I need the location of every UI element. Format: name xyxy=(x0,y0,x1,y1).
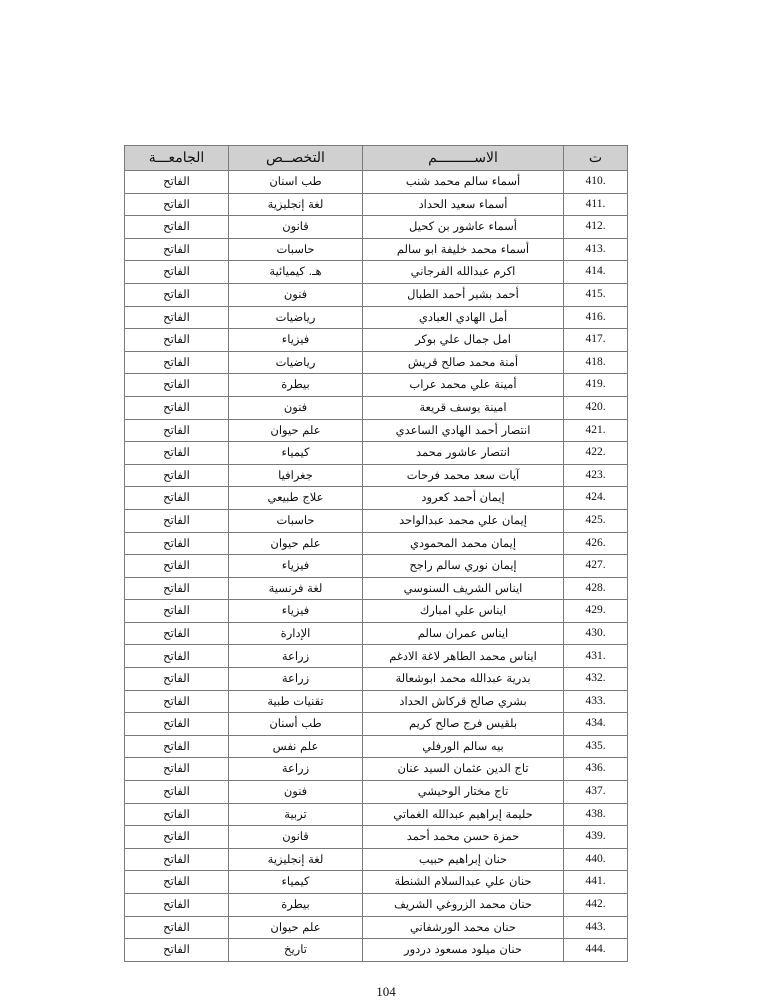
table-row xyxy=(125,306,628,329)
cell-specialty: فنون xyxy=(229,283,363,306)
cell-university: الفاتح xyxy=(125,939,229,962)
cell-num: 410. xyxy=(564,171,628,194)
table-row xyxy=(125,329,628,352)
cell-num: 430. xyxy=(564,622,628,645)
cell-name: ايناس عمران سالم xyxy=(363,622,564,645)
cell-specialty: زراعة xyxy=(229,758,363,781)
cell-specialty: هـ. كيميائية xyxy=(229,261,363,284)
cell-num: 442. xyxy=(564,894,628,917)
table-row xyxy=(125,171,628,194)
header-name: الاســـــــــم xyxy=(363,146,564,171)
table-row xyxy=(125,487,628,510)
cell-specialty: حاسبات xyxy=(229,509,363,532)
cell-num: 441. xyxy=(564,871,628,894)
cell-name: أسماء سعيد الحداد xyxy=(363,193,564,216)
table-header xyxy=(125,146,628,171)
cell-num: 434. xyxy=(564,713,628,736)
cell-name: إيمان علي محمد عبدالواحد xyxy=(363,509,564,532)
table-row xyxy=(125,668,628,691)
cell-specialty: علم حيوان xyxy=(229,916,363,939)
cell-university: الفاتح xyxy=(125,464,229,487)
cell-name: ايناس محمد الطاهر لاغة الادغم xyxy=(363,645,564,668)
cell-name: أسماء عاشور بن كحيل xyxy=(363,216,564,239)
cell-university: الفاتح xyxy=(125,871,229,894)
table-row xyxy=(125,238,628,261)
table-row xyxy=(125,283,628,306)
cell-specialty: فيزياء xyxy=(229,555,363,578)
cell-university: الفاتح xyxy=(125,758,229,781)
cell-num: 439. xyxy=(564,826,628,849)
cell-university: الفاتح xyxy=(125,283,229,306)
cell-num: 422. xyxy=(564,442,628,465)
cell-specialty: تاريخ xyxy=(229,939,363,962)
cell-university: الفاتح xyxy=(125,894,229,917)
cell-specialty: كيمياء xyxy=(229,442,363,465)
cell-num: 425. xyxy=(564,509,628,532)
cell-num: 444. xyxy=(564,939,628,962)
cell-specialty: قانون xyxy=(229,826,363,849)
cell-specialty: زراعة xyxy=(229,668,363,691)
table-row xyxy=(125,645,628,668)
cell-name: أسماء سالم محمد شنب xyxy=(363,171,564,194)
table-row xyxy=(125,781,628,804)
cell-specialty: فيزياء xyxy=(229,329,363,352)
cell-specialty: بيطرة xyxy=(229,894,363,917)
table-row xyxy=(125,600,628,623)
cell-university: الفاتح xyxy=(125,781,229,804)
header-row xyxy=(125,146,628,171)
cell-university: الفاتح xyxy=(125,577,229,600)
cell-university: الفاتح xyxy=(125,532,229,555)
cell-name: تاج الدين عثمان السيد عنان xyxy=(363,758,564,781)
cell-specialty: علم حيوان xyxy=(229,419,363,442)
table-row xyxy=(125,532,628,555)
cell-num: 435. xyxy=(564,735,628,758)
cell-university: الفاتح xyxy=(125,419,229,442)
cell-specialty: الإدارة xyxy=(229,622,363,645)
cell-name: إيمان نوري سالم راجح xyxy=(363,555,564,578)
table-row xyxy=(125,442,628,465)
cell-university: الفاتح xyxy=(125,396,229,419)
cell-specialty: جغرافيا xyxy=(229,464,363,487)
cell-specialty: رياضيات xyxy=(229,306,363,329)
cell-num: 418. xyxy=(564,351,628,374)
table-row xyxy=(125,509,628,532)
cell-num: 417. xyxy=(564,329,628,352)
table-row xyxy=(125,690,628,713)
cell-num: 429. xyxy=(564,600,628,623)
cell-num: 426. xyxy=(564,532,628,555)
cell-specialty: علاج طبيعي xyxy=(229,487,363,510)
cell-specialty: قانون xyxy=(229,216,363,239)
cell-num: 436. xyxy=(564,758,628,781)
cell-university: الفاتح xyxy=(125,374,229,397)
cell-name: أمل الهادي العبادي xyxy=(363,306,564,329)
cell-specialty: لغة فرنسية xyxy=(229,577,363,600)
table-row xyxy=(125,871,628,894)
cell-specialty: فنون xyxy=(229,781,363,804)
cell-name: إيمان أحمد كعرود xyxy=(363,487,564,510)
cell-num: 437. xyxy=(564,781,628,804)
cell-name: بلقيس فرج صالح كريم xyxy=(363,713,564,736)
table-row xyxy=(125,939,628,962)
cell-num: 416. xyxy=(564,306,628,329)
cell-university: الفاتح xyxy=(125,306,229,329)
cell-name: حنان ميلود مسعود دردور xyxy=(363,939,564,962)
cell-university: الفاتح xyxy=(125,735,229,758)
cell-university: الفاتح xyxy=(125,442,229,465)
cell-num: 433. xyxy=(564,690,628,713)
cell-specialty: لغة إنجليزية xyxy=(229,848,363,871)
cell-university: الفاتح xyxy=(125,238,229,261)
cell-name: إيمان محمد المحمودي xyxy=(363,532,564,555)
cell-name: أمينة علي محمد عراب xyxy=(363,374,564,397)
cell-num: 424. xyxy=(564,487,628,510)
table-row xyxy=(125,758,628,781)
cell-university: الفاتح xyxy=(125,803,229,826)
cell-name: ايناس الشريف السنوسي xyxy=(363,577,564,600)
cell-name: انتصار أحمد الهادي الساعدي xyxy=(363,419,564,442)
cell-name: حنان محمد الورشفاني xyxy=(363,916,564,939)
table-row xyxy=(125,216,628,239)
cell-specialty: تربية xyxy=(229,803,363,826)
cell-name: أمنة محمد صالح قريش xyxy=(363,351,564,374)
cell-name: حليمة إبراهيم عبدالله الغماتي xyxy=(363,803,564,826)
table-body xyxy=(125,171,628,962)
cell-university: الفاتح xyxy=(125,555,229,578)
cell-name: أسماء محمد خليفة ابو سالم xyxy=(363,238,564,261)
table-row xyxy=(125,848,628,871)
cell-specialty: لغة إنجليزية xyxy=(229,193,363,216)
cell-num: 427. xyxy=(564,555,628,578)
cell-name: اكرم عبدالله الفرجاني xyxy=(363,261,564,284)
cell-specialty: علم حيوان xyxy=(229,532,363,555)
cell-university: الفاتح xyxy=(125,329,229,352)
records-table xyxy=(124,145,628,962)
cell-num: 420. xyxy=(564,396,628,419)
table-row xyxy=(125,351,628,374)
cell-name: حنان علي عبدالسلام الشنطة xyxy=(363,871,564,894)
cell-name: ايناس علي امبارك xyxy=(363,600,564,623)
cell-university: الفاتح xyxy=(125,216,229,239)
table-row xyxy=(125,555,628,578)
table-row xyxy=(125,916,628,939)
cell-num: 411. xyxy=(564,193,628,216)
table-row xyxy=(125,261,628,284)
table-row xyxy=(125,419,628,442)
cell-num: 443. xyxy=(564,916,628,939)
cell-specialty: زراعة xyxy=(229,645,363,668)
cell-specialty: طب اسنان xyxy=(229,171,363,194)
table-row xyxy=(125,803,628,826)
header-university: الجامعـــة xyxy=(125,146,229,171)
cell-num: 412. xyxy=(564,216,628,239)
table-row xyxy=(125,193,628,216)
header-num: ت xyxy=(564,146,628,171)
cell-university: الفاتح xyxy=(125,171,229,194)
cell-num: 428. xyxy=(564,577,628,600)
cell-specialty: طب أسنان xyxy=(229,713,363,736)
cell-university: الفاتح xyxy=(125,713,229,736)
cell-name: بدرية عبدالله محمد ابوشعالة xyxy=(363,668,564,691)
cell-name: حمزة حسن محمد أحمد xyxy=(363,826,564,849)
cell-num: 440. xyxy=(564,848,628,871)
cell-name: تاج مختار الوحيشي xyxy=(363,781,564,804)
cell-num: 438. xyxy=(564,803,628,826)
header-specialty: التخصــص xyxy=(229,146,363,171)
cell-university: الفاتح xyxy=(125,600,229,623)
cell-name: امينة يوسف قريعة xyxy=(363,396,564,419)
cell-num: 431. xyxy=(564,645,628,668)
cell-university: الفاتح xyxy=(125,690,229,713)
cell-num: 419. xyxy=(564,374,628,397)
cell-num: 414. xyxy=(564,261,628,284)
cell-num: 423. xyxy=(564,464,628,487)
cell-name: حنان محمد الزروغي الشريف xyxy=(363,894,564,917)
cell-university: الفاتح xyxy=(125,509,229,532)
table-row xyxy=(125,713,628,736)
table-row xyxy=(125,894,628,917)
cell-university: الفاتح xyxy=(125,848,229,871)
cell-specialty: علم نفس xyxy=(229,735,363,758)
cell-university: الفاتح xyxy=(125,668,229,691)
table-row xyxy=(125,735,628,758)
table-row xyxy=(125,622,628,645)
cell-name: بيه سالم الورفلي xyxy=(363,735,564,758)
cell-specialty: كيمياء xyxy=(229,871,363,894)
cell-num: 413. xyxy=(564,238,628,261)
cell-name: آيات سعد محمد فرحات xyxy=(363,464,564,487)
cell-university: الفاتح xyxy=(125,261,229,284)
table-row xyxy=(125,396,628,419)
cell-name: بشري صالح قركاش الحداد xyxy=(363,690,564,713)
cell-university: الفاتح xyxy=(125,193,229,216)
table-row xyxy=(125,374,628,397)
cell-num: 415. xyxy=(564,283,628,306)
cell-num: 421. xyxy=(564,419,628,442)
table-row xyxy=(125,826,628,849)
page-number: 104 xyxy=(376,984,396,999)
cell-university: الفاتح xyxy=(125,645,229,668)
cell-university: الفاتح xyxy=(125,826,229,849)
table-row xyxy=(125,464,628,487)
cell-specialty: بيطرة xyxy=(229,374,363,397)
cell-specialty: فنون xyxy=(229,396,363,419)
cell-specialty: تقنيات طبية xyxy=(229,690,363,713)
cell-name: حنان إبراهيم حبيب xyxy=(363,848,564,871)
cell-university: الفاتح xyxy=(125,351,229,374)
cell-name: انتصار عاشور محمد xyxy=(363,442,564,465)
cell-specialty: رياضيات xyxy=(229,351,363,374)
cell-name: أحمد بشير أحمد الطبال xyxy=(363,283,564,306)
cell-specialty: حاسبات xyxy=(229,238,363,261)
cell-university: الفاتح xyxy=(125,622,229,645)
cell-university: الفاتح xyxy=(125,916,229,939)
cell-specialty: فيزياء xyxy=(229,600,363,623)
table-row xyxy=(125,577,628,600)
cell-name: امل جمال علي بوكر xyxy=(363,329,564,352)
cell-num: 432. xyxy=(564,668,628,691)
cell-university: الفاتح xyxy=(125,487,229,510)
